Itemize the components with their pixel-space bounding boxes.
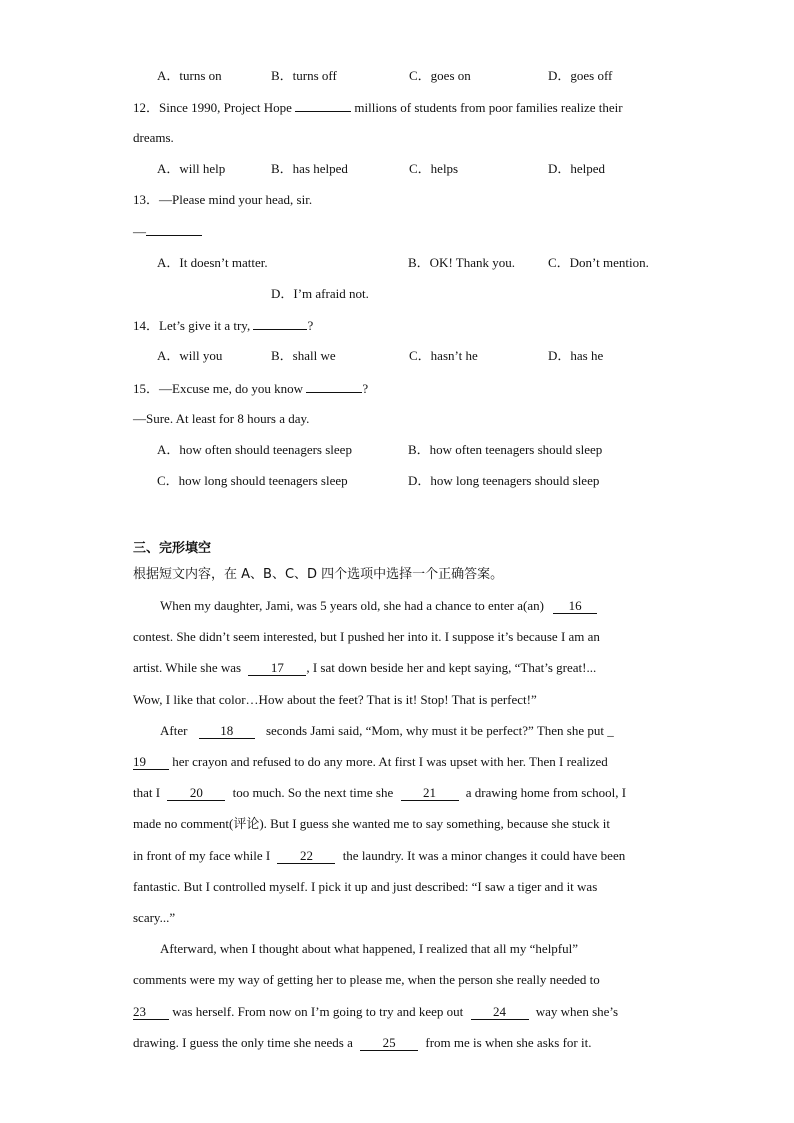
q15-option-c: C．how long should teenagers sleep	[157, 473, 348, 488]
q15-reply: —Sure. At least for 8 hours a day.	[133, 411, 310, 426]
blank-19: 19	[133, 755, 169, 770]
q15-blank	[306, 379, 362, 393]
passage-text: her crayon and refused to do any more. At first I was upset with her. Then I realized	[172, 754, 608, 769]
q14-stem	[133, 316, 313, 335]
blank-18: 18	[199, 724, 255, 739]
blank-25: 25	[360, 1036, 418, 1051]
q13-dash: —	[133, 224, 146, 239]
passage-line: Afterward, when I thought about what happened, I realized that all my “helpful”	[160, 941, 579, 956]
passage-line	[160, 722, 614, 740]
q13-stem: 13．—Please mind your head, sir.	[133, 192, 313, 207]
section-title: 三、完形填空	[133, 541, 212, 556]
passage-text: from me is when she asks for it.	[425, 1035, 592, 1050]
q14-blank	[253, 316, 307, 330]
q14-stem-after: ?	[307, 318, 314, 333]
q13-blank	[146, 222, 202, 236]
passage-line	[133, 1003, 618, 1021]
blank-16: 16	[553, 599, 597, 614]
q12-stem	[133, 98, 623, 117]
passage-line	[133, 753, 608, 771]
passage-text: drawing. I guess the only time she needs a	[133, 1035, 353, 1050]
q15-stem-after: ?	[362, 381, 369, 396]
q13-option-a: A．It doesn’t matter.	[157, 255, 268, 270]
q14-option-c: C．hasn’t he	[409, 348, 478, 363]
passage-text: When my daughter, Jami, was 5 years old, she had a chance to enter a(an)	[160, 598, 544, 613]
passage-text: the laundry. It was a minor changes it could have been	[342, 848, 626, 863]
q14-option-d: D．has he	[548, 348, 604, 363]
q13-reply	[133, 222, 202, 241]
q15-stem	[133, 379, 368, 398]
q15-option-d: D．how long teenagers should sleep	[408, 473, 600, 488]
q12-option-a: A．will help	[157, 161, 226, 176]
passage-line	[133, 784, 626, 802]
q13-option-d: D．I’m afraid not.	[271, 286, 369, 301]
blank-20: 20	[167, 786, 225, 801]
blank-24: 24	[471, 1005, 529, 1020]
passage-text: a drawing home from school, I	[465, 785, 627, 800]
passage-line: comments were my way of getting her to please me, when the person she really needed to	[133, 972, 600, 987]
passage-text: that I	[133, 785, 161, 800]
passage-line	[133, 847, 625, 865]
blank-22: 22	[277, 849, 335, 864]
passage-line	[133, 1034, 591, 1052]
passage-line: fantastic. But I controlled myself. I pick it up and just described: “I saw a tiger and it was	[133, 879, 598, 894]
blank-17: 17	[248, 661, 306, 676]
q14-stem-before: 14．Let’s give it a try,	[133, 318, 251, 333]
section-instruction: 根据短文内容，在 A、B、C、D 四个选项中选择一个正确答案。	[133, 567, 504, 582]
q11-option-a: A．turns on	[157, 68, 222, 83]
q11-option-b: B．turns off	[271, 68, 337, 83]
q14-option-b: B．shall we	[271, 348, 336, 363]
passage-text: in front of my face while I	[133, 848, 271, 863]
passage-line	[133, 659, 596, 677]
passage-text: way when she’s	[535, 1004, 619, 1019]
q13-option-c: C．Don’t mention.	[548, 255, 649, 270]
q15-option-b: B．how often teenagers should sleep	[408, 442, 603, 457]
q12-blank	[295, 98, 351, 112]
q12-stem-cont: dreams.	[133, 130, 174, 145]
q12-stem-after: millions of students from poor families realize their	[354, 100, 623, 115]
passage-line: Wow, I like that color…How about the feet? That is it! Stop! That is perfect!”	[133, 692, 537, 707]
passage-text: artist. While she was	[133, 660, 242, 675]
q14-option-a: A．will you	[157, 348, 223, 363]
passage-line: contest. She didn’t seem interested, but I pushed her into it. I suppose it’s because I am an	[133, 629, 600, 644]
passage-line: made no comment(评论). But I guess she wanted me to say something, because she stuck it	[133, 816, 610, 831]
passage-text: , I sat down beside her and kept saying, “That’s great!...	[306, 660, 597, 675]
q11-option-c: C．goes on	[409, 68, 471, 83]
q12-option-c: C．helps	[409, 161, 459, 176]
passage-line: scary...”	[133, 910, 176, 925]
passage-text: After	[160, 723, 188, 738]
q12-stem-before: 12．Since 1990, Project Hope	[133, 100, 292, 115]
passage-text: was herself. From now on I’m going to try and keep out	[172, 1004, 464, 1019]
q12-option-d: D．helped	[548, 161, 606, 176]
q12-option-b: B．has helped	[271, 161, 348, 176]
q15-option-a: A．how often should teenagers sleep	[157, 442, 352, 457]
q15-stem-before: 15．—Excuse me, do you know	[133, 381, 304, 396]
passage-text: seconds Jami said, “Mom, why must it be perfect?” Then she put _	[265, 723, 614, 738]
q13-option-b: B．OK! Thank you.	[408, 255, 516, 270]
blank-23: 23	[133, 1005, 169, 1020]
passage-text: too much. So the next time she	[232, 785, 394, 800]
blank-21: 21	[401, 786, 459, 801]
q11-option-d: D．goes off	[548, 68, 613, 83]
passage-line	[160, 597, 597, 615]
